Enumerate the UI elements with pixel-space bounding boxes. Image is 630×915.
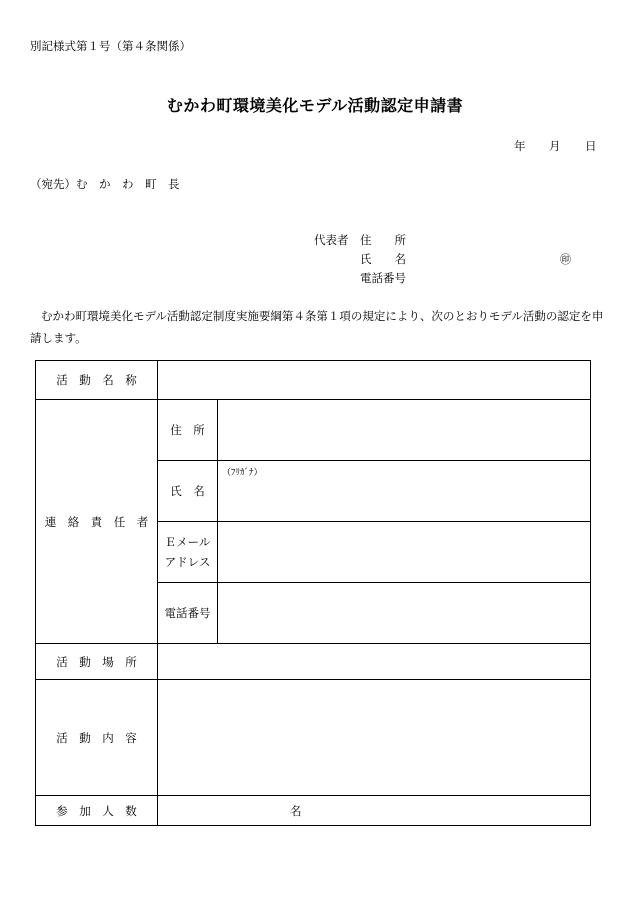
email-label-line2: アドレス xyxy=(164,555,211,569)
activity-place-field[interactable] xyxy=(158,644,591,680)
representative-name-label: 氏 名 xyxy=(360,252,406,266)
date-month-label: 月 xyxy=(549,139,561,153)
representative-address-label: 住 所 xyxy=(360,233,406,247)
page-title: むかわ町環境美化モデル活動認定申請書 xyxy=(166,96,464,115)
activity-name-field[interactable] xyxy=(158,361,591,400)
contact-phone-label: 電話番号 xyxy=(158,583,218,644)
participants-label: 参 加 人 数 xyxy=(36,796,158,826)
activity-content-field[interactable] xyxy=(158,680,591,796)
contact-person-label: 連 絡 責 任 者 xyxy=(36,400,158,644)
representative-label: 代表者 xyxy=(314,233,349,247)
activity-place-label: 活 動 場 所 xyxy=(36,644,158,680)
contact-phone-field[interactable] xyxy=(218,583,591,644)
seal-mark: ㊞ xyxy=(560,253,571,266)
form-id: 別記様式第１号（第４条関係） xyxy=(30,39,191,53)
contact-email-label xyxy=(158,522,218,583)
participants-field[interactable] xyxy=(158,796,591,826)
activity-content-label: 活 動 内 容 xyxy=(36,680,158,796)
participants-unit: 名 xyxy=(290,803,302,818)
application-form-table xyxy=(35,360,591,826)
addressee: （宛先）む か わ 町 長 xyxy=(30,177,180,191)
contact-address-label: 住 所 xyxy=(158,400,218,461)
contact-email-field[interactable] xyxy=(218,522,591,583)
contact-address-field[interactable] xyxy=(218,400,591,461)
application-statement: むかわ町環境美化モデル活動認定制度実施要綱第４条第１項の規定により、次のとおりモデル活動の認定を申請します。 xyxy=(30,309,604,345)
email-label-line1: Ｅメール xyxy=(164,535,211,549)
date-day-label: 日 xyxy=(585,139,597,153)
activity-name-label: 活 動 名 称 xyxy=(36,361,158,400)
contact-name-label: 氏 名 xyxy=(158,461,218,522)
representative-phone-label: 電話番号 xyxy=(360,271,406,285)
furigana-label: （ﾌﾘｶﾞﾅ） xyxy=(222,468,263,478)
contact-name-field[interactable] xyxy=(218,461,591,522)
date-year-label: 年 xyxy=(514,139,526,153)
